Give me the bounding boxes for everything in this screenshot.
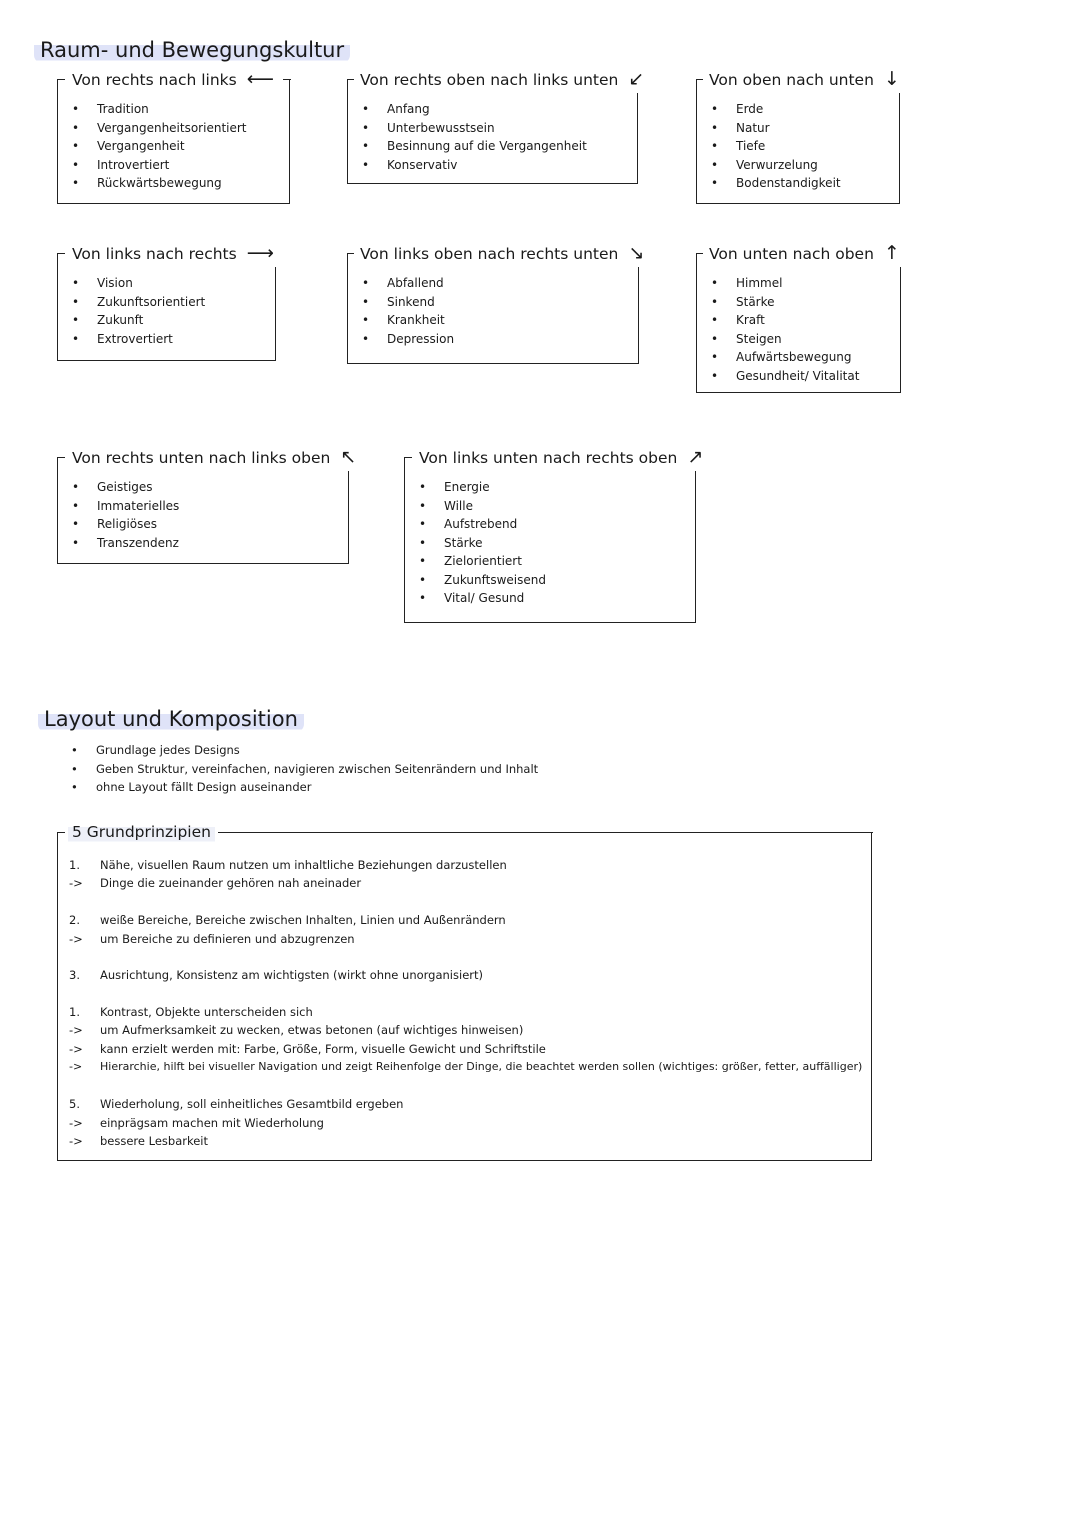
list-item: • Introvertiert	[72, 156, 247, 175]
principle-row: -> um Bereiche zu definieren und abzugrenzen	[69, 932, 355, 946]
principle-row: -> Hierarchie, hilft bei visueller Navigation und zeigt Reihenfolge der Dinge, die beachtet werden sollen (wichtiges: größer, fetter, auffälliger)	[69, 1060, 863, 1073]
list-item: • Sinkend	[362, 293, 454, 312]
list-item: • Konservativ	[362, 156, 587, 175]
list-item: • Depression	[362, 330, 454, 349]
list-item: • Religiöses	[72, 515, 179, 534]
list-item: • Zukunft	[72, 311, 205, 330]
list-item: • Rückwärtsbewegung	[72, 174, 247, 193]
principles-title: 5 Grundprinzipien	[68, 820, 215, 844]
list-item: • Energie	[419, 478, 546, 497]
list-item: • Vital/ Gesund	[419, 589, 546, 608]
list-item: • Zukunftsorientiert	[72, 293, 205, 312]
box-title: Von links unten nach rechts oben ↗	[413, 444, 709, 471]
list-item: • Gesundheit/ Vitalitat	[711, 367, 859, 386]
arrow-left-icon: ⟵	[246, 68, 274, 90]
arrow-right-icon: ⟶	[246, 242, 274, 264]
box-title: Von rechts nach links ⟵	[66, 66, 280, 93]
list-item: • ohne Layout fällt Design auseinander	[71, 778, 538, 797]
list-item: • Unterbewusstsein	[362, 119, 587, 138]
list-item: • Erde	[711, 100, 841, 119]
list-item: • Himmel	[711, 274, 859, 293]
box-title: Von rechts oben nach links unten ↙	[354, 66, 650, 93]
principle-row: -> um Aufmerksamkeit zu wecken, etwas betonen (auf wichtiges hinweisen)	[69, 1023, 524, 1037]
list-item: • Natur	[711, 119, 841, 138]
box-title: Von unten nach oben ↑	[703, 240, 906, 267]
principle-row: 1. Nähe, visuellen Raum nutzen um inhaltliche Beziehungen darzustellen	[69, 858, 507, 872]
direction-box-right-to-left	[57, 68, 290, 204]
list-item: • Zielorientiert	[419, 552, 546, 571]
arrow-up-icon: ↑	[883, 242, 900, 264]
principles-box	[57, 823, 872, 1161]
principle-row: 1. Kontrast, Objekte unterscheiden sich	[69, 1005, 313, 1019]
direction-box-bottomright-to-topleft	[57, 446, 357, 564]
list-item: • Zukunftsweisend	[419, 571, 546, 590]
list-item: • Transzendenz	[72, 534, 179, 553]
direction-box-bottom-to-top	[696, 242, 901, 393]
list-item: • Aufstrebend	[419, 515, 546, 534]
list-item: • Anfang	[362, 100, 587, 119]
layout-bullets	[71, 741, 538, 797]
box-title: Von links oben nach rechts unten ↘	[354, 240, 650, 267]
list-item: • Wille	[419, 497, 546, 516]
direction-box-topleft-to-bottomright	[347, 242, 645, 364]
list-item: • Aufwärtsbewegung	[711, 348, 859, 367]
arrow-down-right-icon: ↘	[628, 242, 645, 264]
list-item: • Verwurzelung	[711, 156, 841, 175]
arrow-up-left-icon: ↖	[340, 446, 357, 468]
principle-row: 5. Wiederholung, soll einheitliches Gesamtbild ergeben	[69, 1097, 404, 1111]
list-item: • Besinnung auf die Vergangenheit	[362, 137, 587, 156]
list-item: • Kraft	[711, 311, 859, 330]
list-item: • Tiefe	[711, 137, 841, 156]
list-item: • Abfallend	[362, 274, 454, 293]
list-item: • Stärke	[419, 534, 546, 553]
list-item: • Immaterielles	[72, 497, 179, 516]
list-item: • Vergangenheit	[72, 137, 247, 156]
box-title: Von links nach rechts ⟶	[66, 240, 280, 267]
box-title: Von rechts unten nach links oben ↖	[66, 444, 362, 471]
section-title-layout: Layout und Komposition	[38, 706, 304, 732]
list-item: • Vision	[72, 274, 205, 293]
list-item: • Geistiges	[72, 478, 179, 497]
direction-box-top-to-bottom	[696, 68, 900, 204]
list-item: • Bodenstandigkeit	[711, 174, 841, 193]
list-item: • Grundlage jedes Designs	[71, 741, 538, 760]
box-title: Von oben nach unten ↓	[703, 66, 906, 93]
arrow-down-left-icon: ↙	[628, 68, 645, 90]
list-item: • Geben Struktur, vereinfachen, navigieren zwischen Seitenrändern und Inhalt	[71, 760, 538, 779]
list-item: • Vergangenheitsorientiert	[72, 119, 247, 138]
principle-row: -> einprägsam machen mit Wiederholung	[69, 1116, 324, 1130]
direction-box-topright-to-bottomleft	[347, 68, 645, 184]
list-item: • Extrovertiert	[72, 330, 205, 349]
principle-row: -> Dinge die zueinander gehören nah aneinader	[69, 876, 362, 890]
principle-row: -> kann erzielt werden mit: Farbe, Größe, Form, visuelle Gewicht und Schriftstile	[69, 1042, 546, 1056]
list-item: • Steigen	[711, 330, 859, 349]
direction-box-left-to-right	[57, 242, 276, 361]
section-title-raum: Raum- und Bewegungskultur	[34, 37, 350, 63]
list-item: • Krankheit	[362, 311, 454, 330]
direction-box-bottomleft-to-topright	[404, 446, 704, 623]
principle-row: 3. Ausrichtung, Konsistenz am wichtigsten (wirkt ohne unorganisiert)	[69, 968, 483, 982]
list-item: • Tradition	[72, 100, 247, 119]
arrow-up-right-icon: ↗	[687, 446, 704, 468]
principle-row: -> bessere Lesbarkeit	[69, 1134, 209, 1148]
list-item: • Stärke	[711, 293, 859, 312]
arrow-down-icon: ↓	[883, 68, 900, 90]
principle-row: 2. weiße Bereiche, Bereiche zwischen Inhalten, Linien und Außenrändern	[69, 913, 506, 927]
